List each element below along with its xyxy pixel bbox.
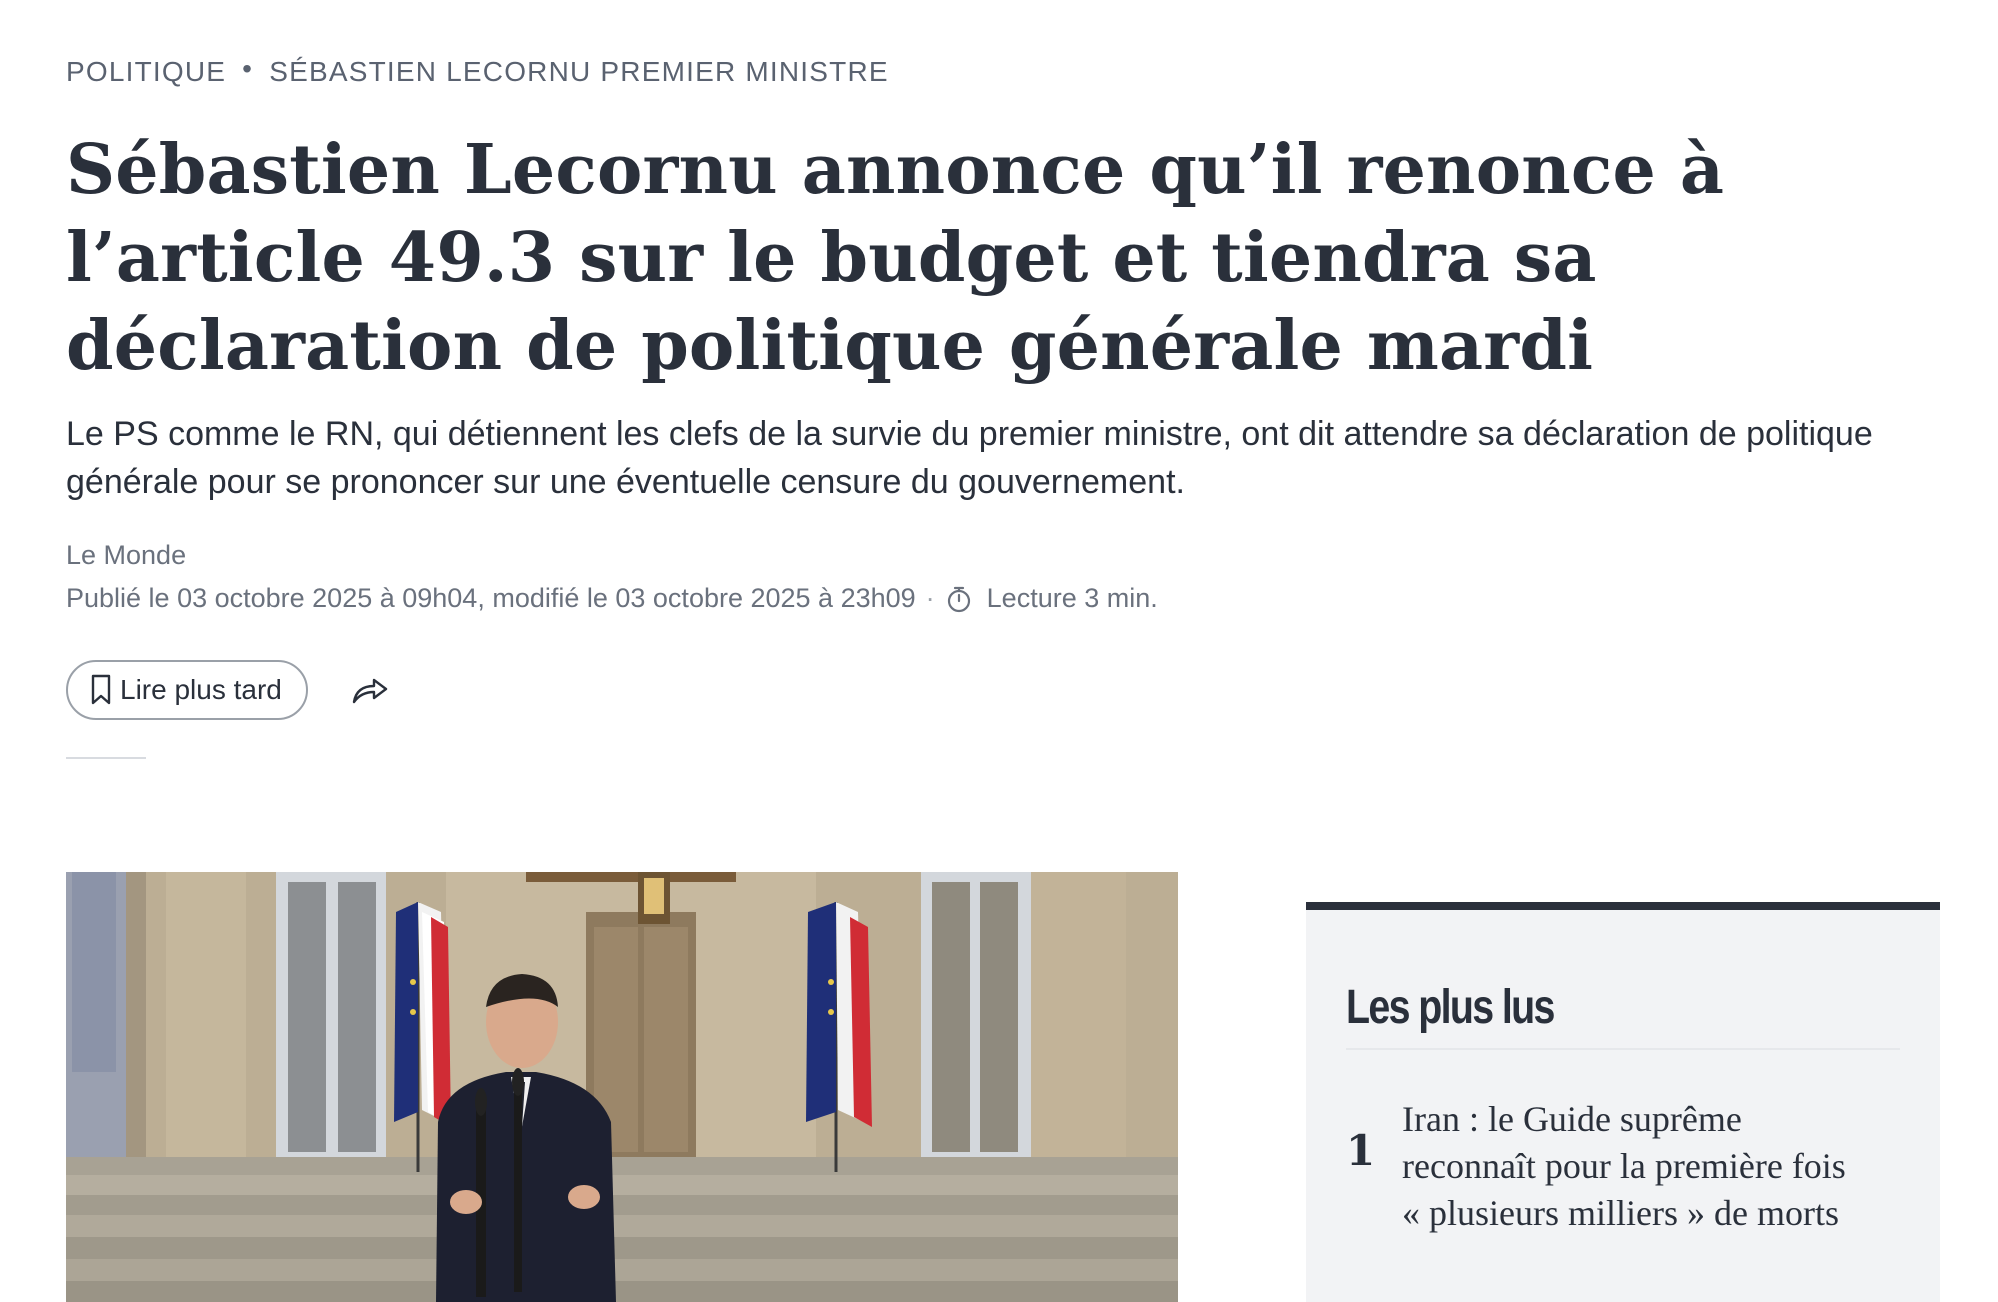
publication-date: Publié le 03 octobre 2025 à 09h04, modifié le 03 octobre 2025 à 23h09 (66, 583, 916, 613)
meta-separator: · (925, 583, 935, 613)
breadcrumb-section-link[interactable]: POLITIQUE (66, 56, 227, 87)
most-read-title: Les plus lus (1346, 981, 1554, 1034)
share-arrow-icon[interactable] (348, 672, 392, 708)
article-meta (66, 583, 1158, 614)
breadcrumb-separator: • (242, 53, 254, 84)
breadcrumb-tag-link[interactable]: SÉBASTIEN LECORNU PREMIER MINISTRE (269, 56, 889, 87)
read-later-button[interactable] (66, 660, 308, 720)
read-later-label: Lire plus tard (120, 674, 282, 705)
most-read-divider (1346, 1048, 1900, 1050)
article-photo[interactable] (66, 872, 1178, 1302)
article-deck: Le PS comme le RN, qui détiennent les clefs de la survie du premier ministre, ont dit attendre sa déclaration de politique générale pour se prononcer sur une éventuelle censure du gouvernement. (66, 415, 1873, 501)
stopwatch-icon (945, 585, 973, 613)
bookmark-icon (90, 674, 112, 706)
reading-time: Lecture 3 min. (986, 583, 1158, 613)
most-read-headline-link[interactable]: Iran : le Guide suprême reconnaît pour la première fois « plusieurs milliers » de morts (1402, 1099, 1846, 1233)
article-source: Le Monde (66, 540, 187, 570)
most-read-rank: 1 (1346, 1126, 1376, 1175)
breadcrumb (66, 53, 889, 88)
header-divider (66, 757, 146, 759)
most-read-panel (1306, 902, 1940, 1302)
article-title: Sébastien Lecornu annonce qu’il renonce à l’article 49.3 sur le budget et tiendra sa déclaration de politique générale mardi (66, 130, 1725, 386)
